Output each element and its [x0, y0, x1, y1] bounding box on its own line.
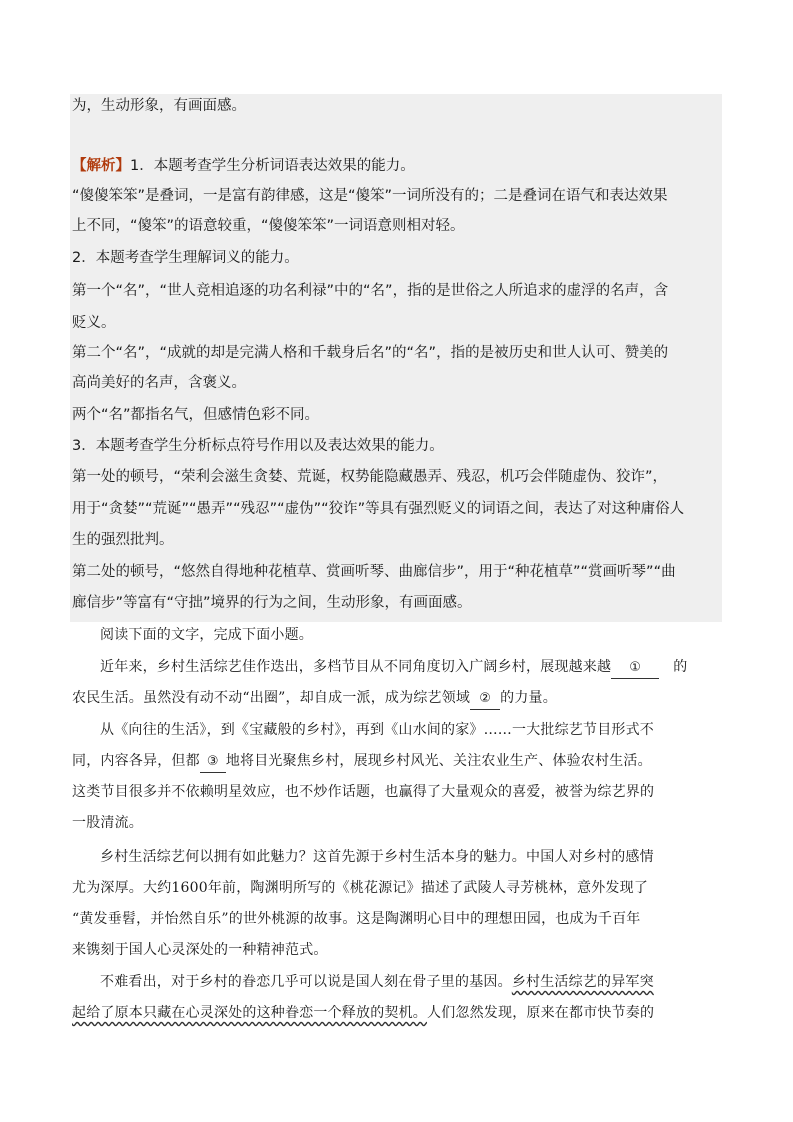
passage-line: 一股清流。 [72, 815, 143, 831]
analysis-line: 2．本题考查学生理解词义的能力。 [72, 250, 299, 266]
analysis-line: 第二个“名”，“成就的却是完满人格和千载身后名”的“名”，指的是被历史和世人认可、赞美的 [72, 345, 669, 361]
passage-line: 来镌刻于国人心灵深处的一种精神范式。 [72, 942, 328, 958]
analysis-line: 第一处的顿号，“荣利会滋生贪婪、荒诞，权势能隐藏愚弄、残忍，机巧会伴随虚伪、狡诈”， [72, 469, 668, 485]
passage-line: 农民生活。虽然没有动不动“出圈”，却自成一派，成为综艺领域 ② 的力量。 [72, 688, 557, 710]
blank-2: ② [470, 689, 500, 710]
passage-line: 从《向往的生活》，到《宝藏般的乡村》，再到《山水间的家》……一大批综艺节目形式不 [100, 722, 654, 738]
passage-line: 起给了原本只藏在心灵深处的这种眷恋一个释放的契机。人们忽然发现，原来在都市快节奏的 [72, 1005, 655, 1021]
reading-instruction: 阅读下面的文字，完成下面小题。 [100, 627, 313, 643]
analysis-line: 生的强烈批判。 [72, 532, 174, 548]
analysis-line: 【解析】1．本题考查学生分析词语表达效果的能力。 [72, 158, 415, 174]
analysis-line: 两个“名”都指名气，但感情色彩不同。 [72, 407, 320, 423]
passage-line: 这类节目很多并不依赖明星效应，也不炒作话题，也赢得了大量观众的喜爱，被誉为综艺界的 [72, 784, 655, 800]
analysis-line: 为，生动形象，有画面感。 [72, 98, 246, 114]
analysis-line: 高尚美好的名声，含褒义。 [72, 375, 246, 391]
blank-1: ① [611, 658, 659, 679]
analysis-line: 用于“贪婪”“荒诞”“愚弄”“残忍”“虚伪”“狡诈”等具有强烈贬义的词语之间，表达了对这种庸俗人 [72, 501, 685, 517]
analysis-line: 上不同，“傻笨”的语意较重，“傻傻笨笨”一词语意则相对轻。 [72, 218, 465, 234]
underlined-sentence: 起给了原本只藏在心灵深处的这种眷恋一个释放的契机。 [72, 1005, 427, 1021]
passage-line: 乡村生活综艺何以拥有如此魅力？这首先源于乡村生活本身的魅力。中国人对乡村的感情 [100, 849, 654, 865]
analysis-tag: 【解析】 [72, 158, 130, 174]
analysis-line: “傻傻笨笨”是叠词，一是富有韵律感，这是“傻笨”一词所没有的；二是叠词在语气和表达效果 [72, 188, 668, 204]
passage-line: 尤为深厚。大约1600年前，陶渊明所写的《桃花源记》描述了武陵人寻芳桃林，意外发现了 [72, 880, 649, 896]
passage-line: 不难看出，对于乡村的眷恋几乎可以说是国人刻在骨子里的基因。乡村生活综艺的异军突 [100, 974, 654, 990]
passage-line: 同，内容各异，但都 ③ 地将目光聚焦乡村，展现乡村风光、关注农业生产、体验农村生活。 [72, 751, 652, 773]
blank-3: ③ [200, 752, 226, 773]
passage-line: “黄发垂髫，并怡然自乐”的世外桃源的故事。这是陶渊明心目中的理想田园，也成为千百年 [72, 911, 641, 927]
analysis-line: 3．本题考查学生分析标点符号作用以及表达效果的能力。 [72, 438, 444, 454]
passage-line: 近年来，乡村生活综艺佳作迭出，多档节目从不同角度切入广阔乡村，展现越来越 ① 的 [100, 657, 687, 679]
analysis-line: 廊信步”等富有“守拙”境界的行为之间，生动形象，有画面感。 [72, 595, 472, 611]
underlined-sentence: 乡村生活综艺的异军突 [511, 974, 654, 990]
analysis-line: 贬义。 [72, 315, 116, 331]
analysis-line: 第一个“名”，“世人竞相追逐的功名利禄”中的“名”，指的是世俗之人所追求的虚浮的名声，含 [72, 283, 669, 299]
analysis-line: 第二处的顿号，“悠然自得地种花植草、赏画听琴、曲廊信步”，用于“种花植草”“赏画听琴”“曲 [72, 564, 676, 580]
